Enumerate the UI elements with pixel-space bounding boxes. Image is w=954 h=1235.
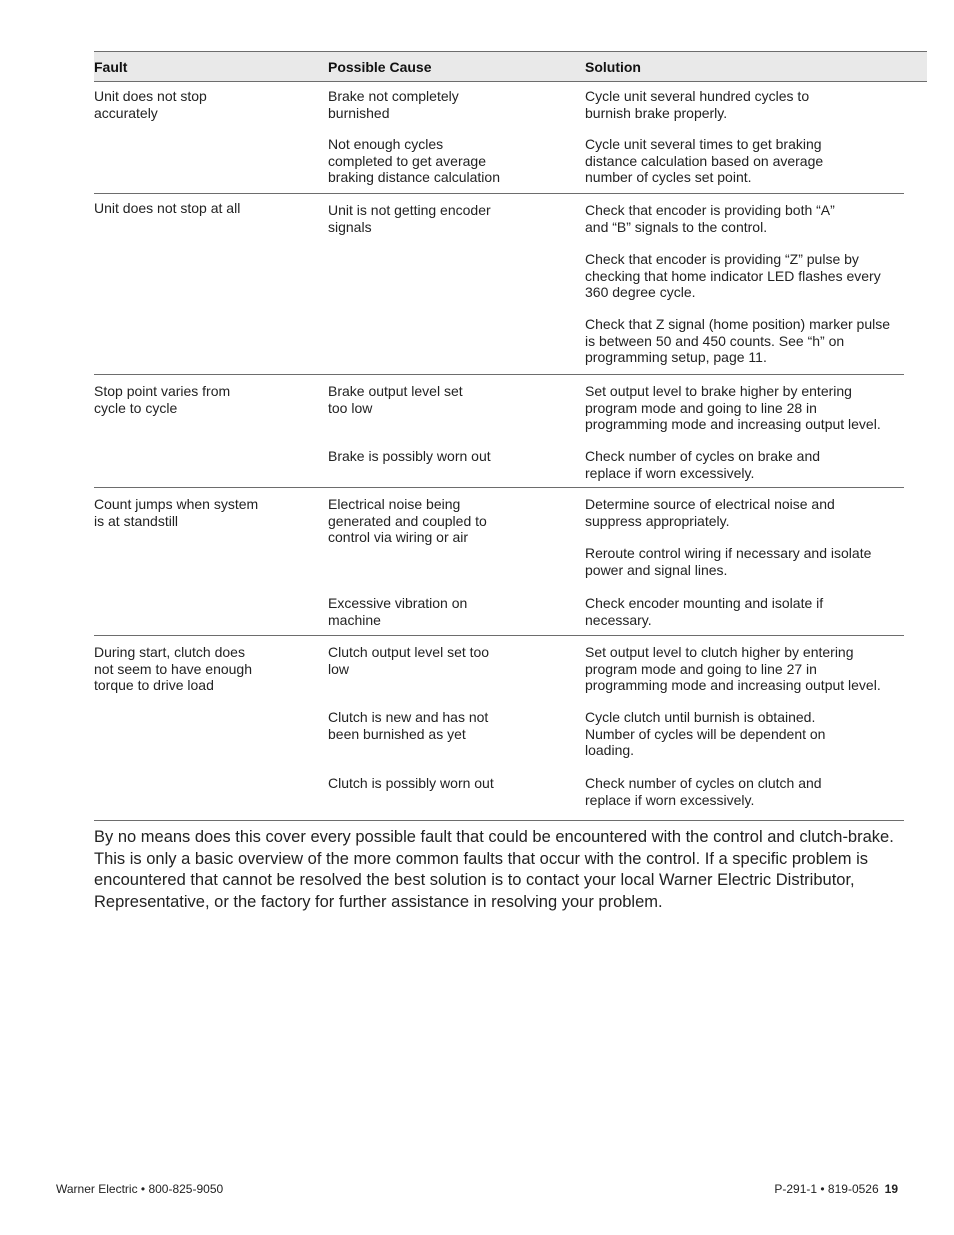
fault-cell: Unit does not stop accurately (94, 88, 207, 121)
solution-cell: Set output level to clutch higher by entering program mode and going to line 27 in programming mode and increasing output level. (585, 644, 881, 693)
footer-doc-number: P-291-1 • 819-0526 (774, 1182, 879, 1196)
page-number: 19 (884, 1182, 898, 1196)
cause-cell: Clutch is possibly worn out (328, 775, 494, 791)
footer-company-phone: Warner Electric • 800-825-9050 (56, 1182, 224, 1196)
table-header (94, 51, 927, 82)
summary-paragraph: By no means does this cover every possible fault that could be encountered with the control and clutch-brake. This is only a basic overview of the more common faults that occur with the control. If a specific problem is encountered that cannot be resolved the best solution is to contact your local Warner Electric Distributor, Representative, or the factory for further assistance in resolving your problem. (94, 828, 894, 912)
cause-cell: Not enough cycles completed to get average braking distance calculation (328, 136, 500, 185)
solution-cell: Set output level to brake higher by entering program mode and going to line 28 in programming mode and increasing output level. (585, 383, 881, 432)
fault-cell: During start, clutch does not seem to have enough torque to drive load (94, 644, 253, 693)
header-fault: Fault (94, 59, 128, 75)
troubleshooting-table (94, 82, 904, 821)
table-row (94, 636, 904, 821)
header-solution: Solution (585, 59, 641, 75)
fault-cell: Stop point varies from cycle to cycle (94, 383, 231, 416)
cause-cell: Unit is not getting encoder signals (328, 202, 491, 235)
solution-cell: Check that encoder is providing “Z” pulse by checking that home indicator LED flashes every 360 degree cycle. (585, 251, 881, 300)
fault-cell: Count jumps when system is at standstill (94, 496, 259, 529)
table-row (94, 194, 904, 375)
solution-cell: Check number of cycles on clutch and replace if worn excessively. (585, 775, 822, 808)
solution-cell: Reroute control wiring if necessary and isolate power and signal lines. (585, 545, 872, 578)
cause-cell: Clutch is new and has not been burnished as yet (328, 709, 489, 742)
table-row (94, 488, 904, 636)
footer-doc-info (774, 1182, 898, 1196)
cause-cell: Brake output level set too low (328, 383, 463, 416)
solution-cell: Cycle unit several times to get braking distance calculation based on average number of cycles set point. (585, 136, 824, 185)
solution-cell: Cycle unit several hundred cycles to burnish brake properly. (585, 88, 810, 121)
cause-cell: Electrical noise being generated and coupled to control via wiring or air (328, 496, 487, 545)
cause-cell: Brake is possibly worn out (328, 448, 491, 464)
solution-cell: Check number of cycles on brake and replace if worn excessively. (585, 448, 821, 481)
fault-cell: Unit does not stop at all (94, 200, 241, 216)
cause-cell: Brake not completely burnished (328, 88, 459, 121)
cause-cell: Clutch output level set too low (328, 644, 490, 677)
solution-cell: Check encoder mounting and isolate if necessary. (585, 595, 824, 628)
solution-cell: Check that encoder is providing both “A” and “B” signals to the control. (585, 202, 835, 235)
table-row (94, 375, 904, 488)
table-row (94, 82, 904, 194)
cause-cell: Excessive vibration on machine (328, 595, 468, 628)
solution-cell: Cycle clutch until burnish is obtained. Number of cycles will be dependent on loading. (585, 709, 826, 758)
header-possible-cause: Possible Cause (328, 59, 432, 75)
solution-cell: Determine source of electrical noise and suppress appropriately. (585, 496, 835, 529)
solution-cell: Check that Z signal (home position) marker pulse is between 50 and 450 counts. See “h” on programming setup, page 11. (585, 316, 891, 365)
